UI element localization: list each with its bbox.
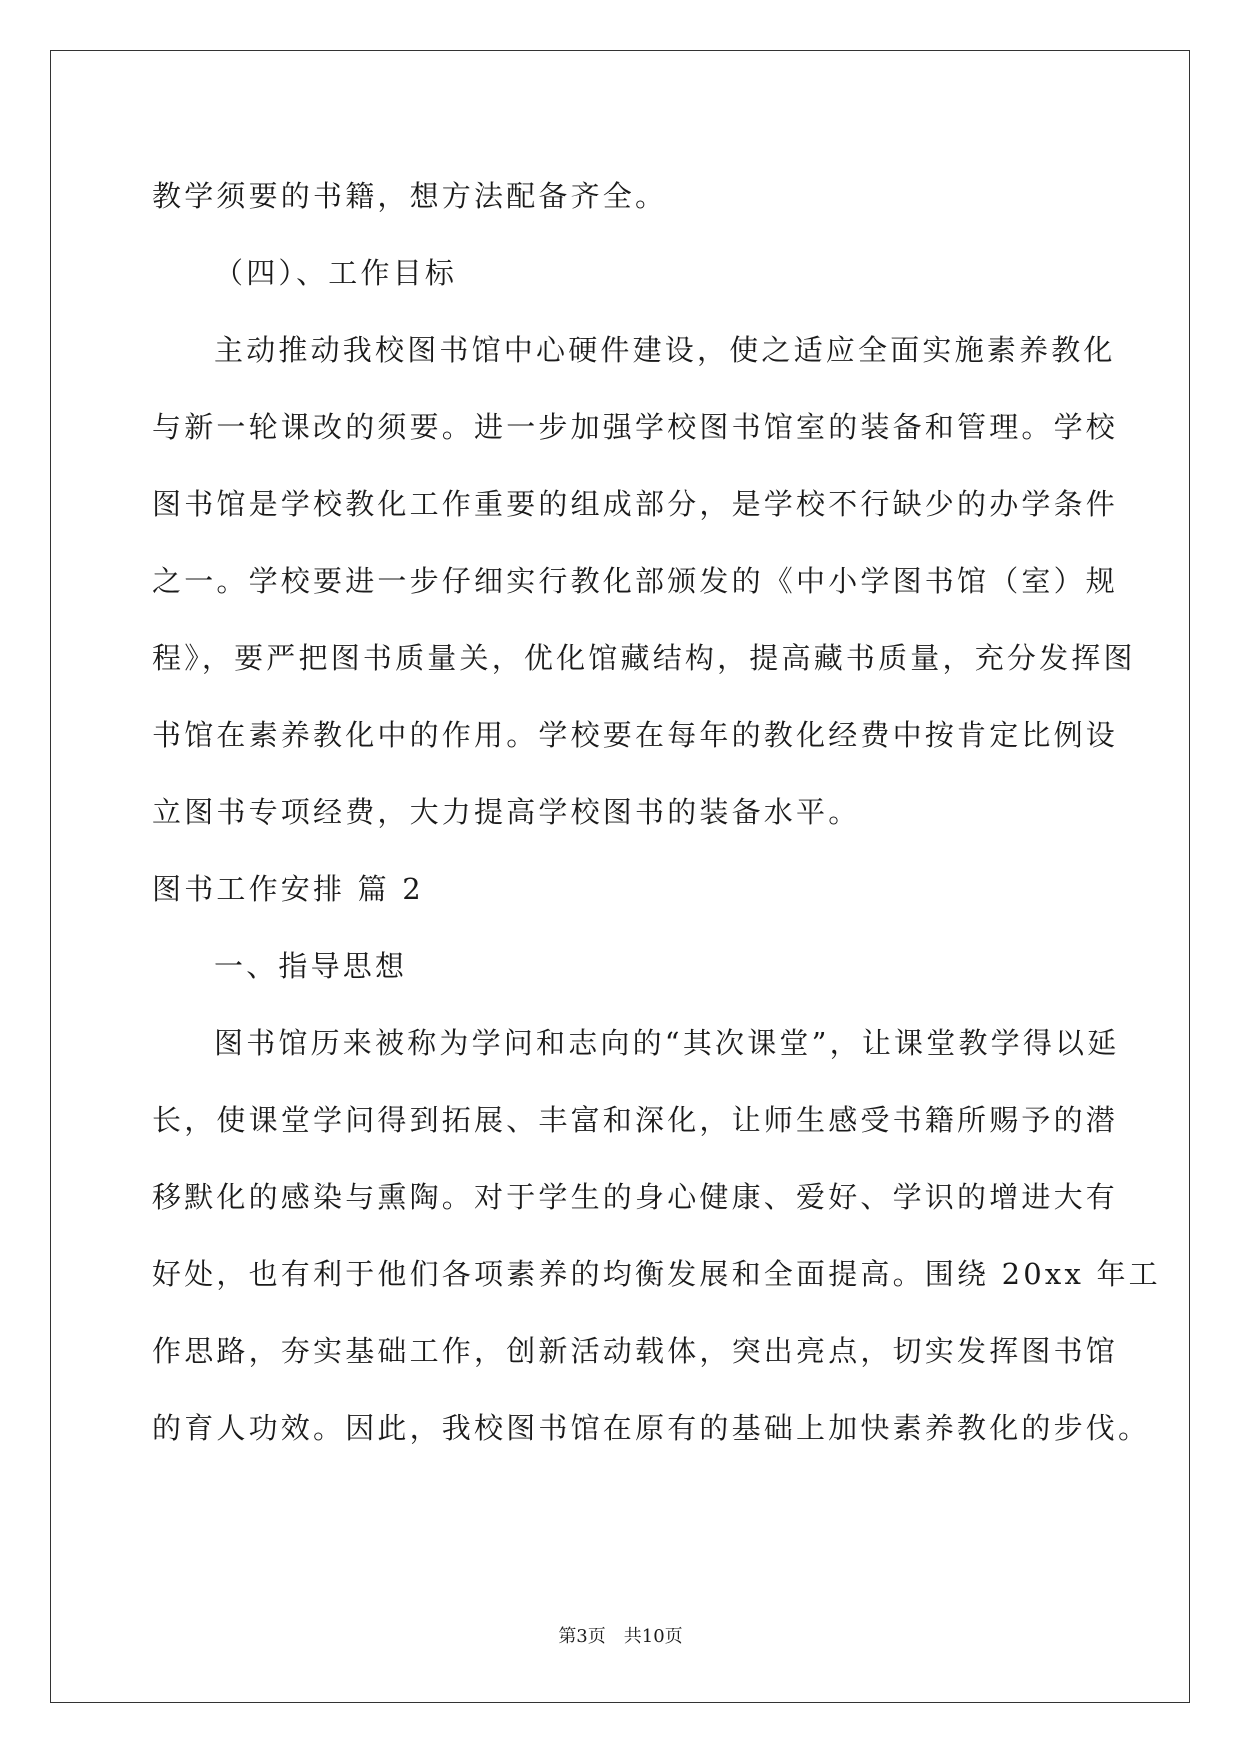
paragraph-line: 书馆在素养教化中的作用。学校要在每年的教化经费中按肯定比例设 <box>152 718 1119 752</box>
paragraph-line: 长，使课堂学问得到拓展、丰富和深化，让师生感受书籍所赐予的潜 <box>152 1103 1119 1137</box>
paragraph-line: 好处，也有利于他们各项素养的均衡发展和全面提高。围绕 20xx 年工 <box>152 1257 1161 1291</box>
paragraph-line: 教学须要的书籍，想方法配备齐全。 <box>152 179 668 213</box>
paragraph-line: 移默化的感染与熏陶。对于学生的身心健康、爱好、学识的增进大有 <box>152 1180 1119 1214</box>
paragraph-line: 之一。学校要进一步仔细实行教化部颁发的《中小学图书馆（室）规 <box>152 564 1119 598</box>
paragraph-line: 主动推动我校图书馆中心硬件建设，使之适应全面实施素养教化 <box>214 333 1116 367</box>
paragraph-line: 的育人功效。因此，我校图书馆在原有的基础上加快素养教化的步伐。 <box>152 1411 1151 1445</box>
page-number: 第3页 共10页 <box>558 1626 683 1647</box>
paragraph-line: 与新一轮课改的须要。进一步加强学校图书馆室的装备和管理。学校 <box>152 410 1119 444</box>
document-body <box>152 158 1161 1467</box>
paragraph-line: 图书馆是学校教化工作重要的组成部分，是学校不行缺少的办学条件 <box>152 487 1119 521</box>
paragraph-line: 图书馆历来被称为学问和志向的“其次课堂”，让课堂教学得以延 <box>214 1026 1120 1060</box>
section-heading: 一、指导思想 <box>214 949 408 983</box>
section-heading: （四）、工作目标 <box>214 256 458 290</box>
paragraph-line: 作思路，夯实基础工作，创新活动载体，突出亮点，切实发挥图书馆 <box>152 1334 1119 1368</box>
article-title: 图书工作安排 篇 2 <box>152 872 424 906</box>
paragraph-line: 立图书专项经费，大力提高学校图书的装备水平。 <box>152 795 861 829</box>
paragraph-line: 程》，要严把图书质量关，优化馆藏结构，提高藏书质量，充分发挥图 <box>152 641 1136 675</box>
